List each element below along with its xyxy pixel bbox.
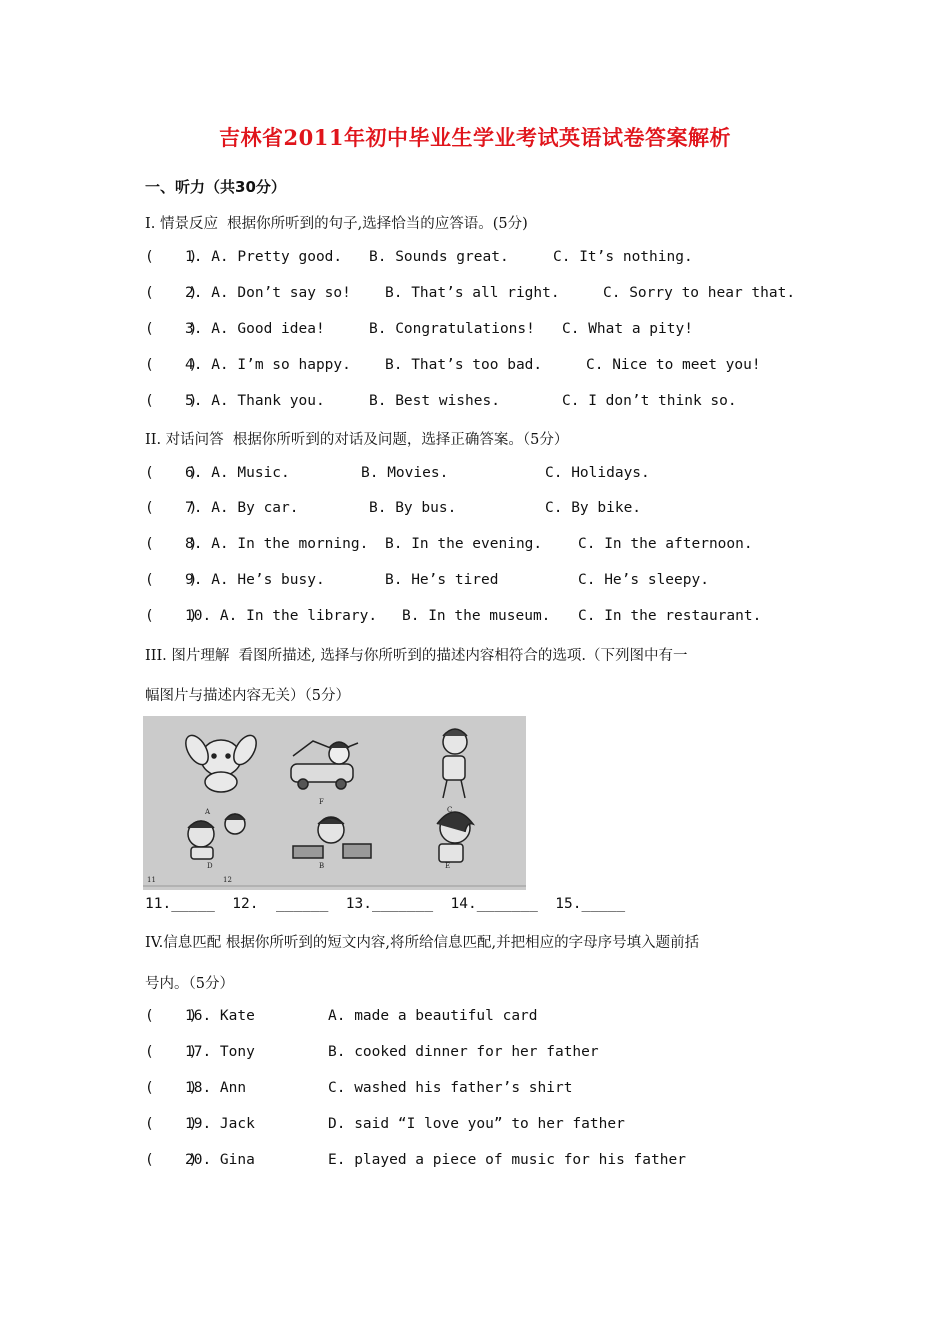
option-a: 5. A. Thank you. [185,393,325,409]
match-option: D. said “I love you” to her father [328,1116,625,1132]
option-b: B. In the evening. [385,536,543,552]
matching-row [145,1008,845,1030]
match-option: E. played a piece of music for his father [328,1152,686,1168]
option-c: C. He’s sleepy. [578,572,709,588]
option-c: C. What a pity! [562,321,693,337]
answer-bracket[interactable]: ( ) [145,285,198,301]
option-b: B. He’s tired [385,572,499,588]
option-a: 7. A. By car. [185,500,299,516]
answer-bracket[interactable]: ( ) [145,536,198,552]
part4-instruction-cont: 号内。（5分） [145,976,234,992]
matching-row [145,1080,845,1102]
option-b: B. Best wishes. [369,393,500,409]
part3-instruction: III. 图片理解 看图所描述, 选择与你所听到的描述内容相符合的选项.（下列图中有一 [145,648,688,664]
option-b: B. That’s all right. [385,285,560,301]
question-row [145,500,845,522]
part1-instruction: I. 情景反应 根据你所听到的句子,选择恰当的应答语。(5分) [145,216,528,232]
person-name: 16. Kate [185,1008,255,1024]
answer-bracket[interactable]: ( ) [145,1080,198,1096]
question-row [145,357,845,379]
answer-bracket[interactable]: ( ) [145,465,198,481]
part2-instruction: II. 对话问答 根据你所听到的对话及问题，选择正确答案。（5分） [145,432,569,448]
option-a: 2. A. Don’t say so! [185,285,351,301]
answer-bracket[interactable]: ( ) [145,1116,198,1132]
option-c: C. By bike. [545,500,642,516]
option-a: 3. A. Good idea! [185,321,325,337]
picture-label: A [205,808,211,816]
question-row [145,393,845,415]
question-row [145,321,845,343]
question-row [145,465,845,487]
question-row [145,608,845,630]
page-title: 吉林省2011年初中毕业生学业考试英语试卷答案解析 [219,125,731,150]
option-b: B. Congratulations! [369,321,535,337]
option-a: 8. A. In the morning. [185,536,369,552]
option-b: B. That’s too bad. [385,357,543,373]
option-c: C. Nice to meet you! [586,357,761,373]
picture-panel [143,716,526,890]
matching-row [145,1152,845,1174]
option-b: B. Movies. [361,465,449,481]
answer-bracket[interactable]: ( ) [145,249,198,265]
option-a: 4. A. I’m so happy. [185,357,351,373]
matching-row [145,1116,845,1138]
option-c: C. Holidays. [545,465,650,481]
question-row [145,536,845,558]
picture-label: D [207,862,213,870]
answer-bracket[interactable]: ( ) [145,393,198,409]
cartoon-pictures [143,716,526,890]
picture-label: F [319,798,324,806]
option-c: C. It’s nothing. [553,249,693,265]
matching-row [145,1044,845,1066]
answer-bracket[interactable]: ( ) [145,500,198,516]
picture-label: 11 [147,876,156,884]
picture-label: 12 [223,876,232,884]
option-c: C. In the afternoon. [578,536,753,552]
answer-bracket[interactable]: ( ) [145,1008,198,1024]
match-option: B. cooked dinner for her father [328,1044,599,1060]
option-c: C. In the restaurant. [578,608,762,624]
answer-bracket[interactable]: ( ) [145,572,198,588]
answer-bracket[interactable]: ( ) [145,1152,198,1168]
question-row [145,285,845,307]
part3-instruction-cont: 幅图片与描述内容无关）（5分） [145,688,350,704]
option-a: 1. A. Pretty good. [185,249,343,265]
match-option: C. washed his father’s shirt [328,1080,573,1096]
option-b: B. In the museum. [402,608,551,624]
option-c: C. Sorry to hear that. [603,285,796,301]
picture-label: E [445,862,451,870]
part4-instruction: IV.信息匹配 根据你所听到的短文内容,将所给信息匹配,并把相应的字母序号填入题前括 [145,935,700,951]
question-row [145,572,845,594]
match-option: A. made a beautiful card [328,1008,538,1024]
question-row [145,249,845,271]
option-b: B. By bus. [369,500,457,516]
person-name: 18. Ann [185,1080,247,1096]
answer-bracket[interactable]: ( ) [145,1044,198,1060]
section-heading-listening: 一、听力（共30分） [145,178,286,196]
person-name: 20. Gina [185,1152,255,1168]
person-name: 17. Tony [185,1044,255,1060]
answer-bracket[interactable]: ( ) [145,357,198,373]
option-a: 9. A. He’s busy. [185,572,325,588]
person-name: 19. Jack [185,1116,255,1132]
answer-bracket[interactable]: ( ) [145,608,198,624]
option-b: B. Sounds great. [369,249,509,265]
option-a: 6. A. Music. [185,465,290,481]
option-c: C. I don’t think so. [562,393,737,409]
answer-blanks[interactable]: 11._____ 12. ______ 13._______ 14._______ 15._____ [145,896,626,912]
picture-label: B [319,862,325,870]
picture-label: C [447,806,453,814]
option-a: 10. A. In the library. [185,608,378,624]
answer-bracket[interactable]: ( ) [145,321,198,337]
